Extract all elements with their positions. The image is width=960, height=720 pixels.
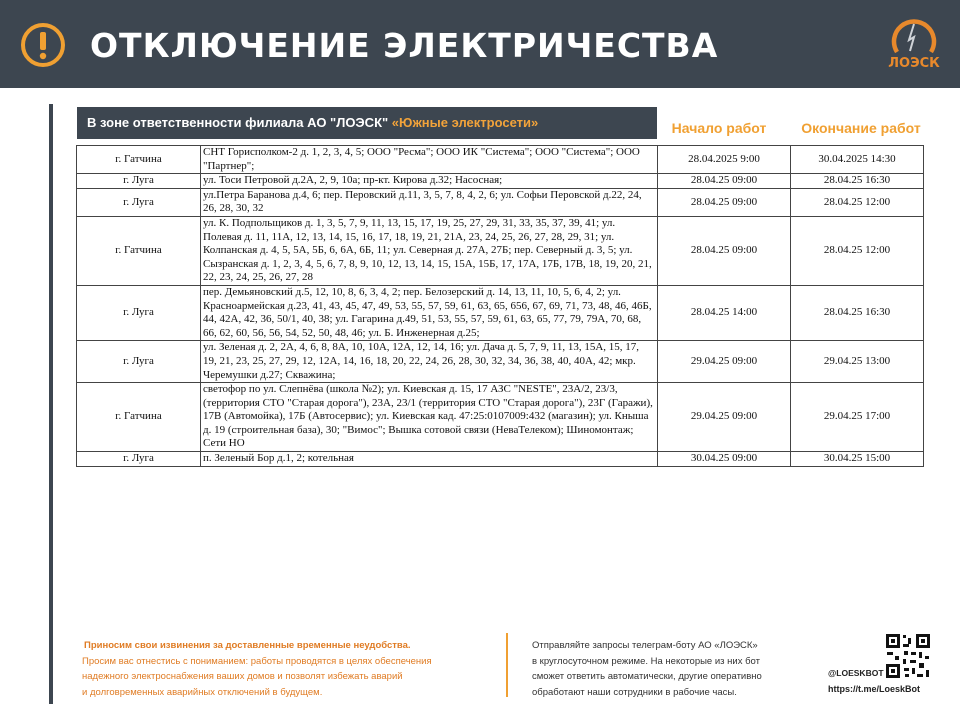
- left-accent-bar: [49, 104, 53, 704]
- header-banner: [0, 0, 960, 88]
- outage-end-cell: 28.04.25 12:00: [791, 188, 924, 216]
- outage-end-cell: 29.04.25 13:00: [791, 341, 924, 383]
- outage-address-cell: ул. К. Подпольщиков д. 1, 3, 5, 7, 9, 11, 13, 15, 17, 19, 25, 27, 29, 31, 33, 35, 37, 39, 41; ул. Полевая д. 11, 11А, 12, 13, 14, 15, 16, 17, 18, 19, 21, 21А, 23, 24, 25, 26, 27, 28, 29, 31; ул. Колпанская д. 4, 5, 5А, 5Б, 6, 6А, 6Б, 11; ул. Северная д. 27А, 27Б; пер. Северный д. 3, 5; ул. Сызранская д. 1, 2, 3, 4, 5, 6, 7, 8, 9, 10, 12, 13, 14, 15, 15А, 15Б, 17, 17А, 17Б, 17В, 18, 19, 20, 21, 22, 23, 24, 25, 26, 27, 28: [201, 216, 658, 285]
- outage-city-cell: г. Луга: [77, 285, 201, 340]
- outage-row: [77, 146, 924, 174]
- outage-end-cell: 28.04.25 16:30: [791, 174, 924, 189]
- outage-end-cell: 29.04.25 17:00: [791, 383, 924, 452]
- outage-city-cell: г. Луга: [77, 452, 201, 467]
- outage-table: [76, 145, 924, 467]
- outage-row: [77, 285, 924, 340]
- outage-address-cell: ул. Зеленая д. 2, 2А, 4, 6, 8, 8А, 10, 10А, 12А, 12, 14, 16; ул. Дача д. 5, 7, 9, 11, 13, 15А, 15, 17, 19, 21, 23, 25, 27, 29, 12, 12А, 14, 16, 18, 20, 22, 24, 26, 28, 30, 32, 34, 36, 38, 40, 40А, 42; мкр. Черемушки д.27; Скважина;: [201, 341, 658, 383]
- outage-address-cell: светофор по ул. Слепнёва (школа №2); ул. Киевская д. 15, 17 АЗС "NESTE", 23А/2, 23/3, (территория СТО "Старая дорога"), 23А, 23/1 (территория СТО "Старая дорога"), 23Г (Гаражи), 17В (Автомойка), 17Б (Автосервис); ул. Киевская кад. 47:25:0107009:432 (магазин); ул. Кныша д. 19 (строительная база), 30; "Вимос"; Вышка сотовой связи (НеваТелеком); Шиномонтаж; Сети НО: [201, 383, 658, 452]
- qr-code-icon[interactable]: [884, 632, 932, 680]
- outage-row: [77, 174, 924, 189]
- outage-address-cell: пер. Демьяновский д.5, 12, 10, 8, 6, 3, 4, 2; пер. Белозерский д. 14, 13, 11, 10, 5, 6, 4, 2; ул. Красноармейская д.23, 41, 43, 45, 47, 49, 53, 55, 57, 59, 61, 63, 65, 656, 67, 69, 71, 73, 48, 46, 46Б, 44, 42А, 42, 36, 50/1, 40, 38; ул. Гагарина д.49, 51, 53, 55, 57, 59, 61, 63, 65, 77, 79, 79А, 70, 68, 66, 62, 60, 56, 56, 54, 52, 50, 48, 46; ул. Б. Инженерная д.25;: [201, 285, 658, 340]
- outage-city-cell: г. Гатчина: [77, 146, 201, 174]
- outage-start-cell: 28.04.25 09:00: [658, 216, 791, 285]
- zone-label: В зоне ответственности филиала АО "ЛОЭСК": [87, 115, 389, 130]
- outage-end-cell: 30.04.25 15:00: [791, 452, 924, 467]
- outage-start-cell: 29.04.25 09:00: [658, 341, 791, 383]
- outage-start-cell: 28.04.2025 9:00: [658, 146, 791, 174]
- outage-start-cell: 30.04.25 09:00: [658, 452, 791, 467]
- outage-row: [77, 341, 924, 383]
- outage-start-cell: 29.04.25 09:00: [658, 383, 791, 452]
- outage-city-cell: г. Гатчина: [77, 383, 201, 452]
- column-header-start: Начало работ: [671, 120, 767, 136]
- exclamation-circle-icon: [20, 22, 66, 68]
- outage-row: [77, 452, 924, 467]
- outage-city-cell: г. Луга: [77, 174, 201, 189]
- outage-table-body: [77, 146, 924, 467]
- outage-city-cell: г. Луга: [77, 341, 201, 383]
- bot-note-line: сможет ответить автоматически, другие оперативно: [532, 671, 762, 682]
- outage-row: [77, 383, 924, 452]
- outage-start-cell: 28.04.25 14:00: [658, 285, 791, 340]
- company-logo: [884, 14, 944, 78]
- outage-address-cell: п. Зеленый Бор д.1, 2; котельная: [201, 452, 658, 467]
- apology-line: и долговременных аварийных отключений в будущем.: [82, 686, 323, 698]
- outage-city-cell: г. Луга: [77, 188, 201, 216]
- outage-start-cell: 28.04.25 09:00: [658, 188, 791, 216]
- outage-end-cell: 30.04.2025 14:30: [791, 146, 924, 174]
- page-title: ОТКЛЮЧЕНИЕ ЭЛЕКТРИЧЕСТВА: [90, 26, 719, 65]
- bot-note: [532, 638, 812, 700]
- outage-row: [77, 188, 924, 216]
- apology-line: Просим вас отнестись с пониманием: работы проводятся в целях обеспечения: [82, 655, 432, 667]
- outage-start-cell: 28.04.25 09:00: [658, 174, 791, 189]
- outage-address-cell: СНТ Горисполком-2 д. 1, 2, 3, 4, 5; ООО "Ресма"; ООО ИК "Система"; ООО "Система"; ООО "Партнер";: [201, 146, 658, 174]
- zone-banner: [77, 107, 657, 139]
- bot-link[interactable]: https://t.me/LoeskBot: [828, 684, 921, 694]
- apology-note: [82, 638, 492, 700]
- footer-divider: [506, 633, 508, 697]
- apology-lead: Приносим свои извинения за доставленные временные неудобства.: [84, 640, 411, 651]
- lightning-arc-icon: [891, 14, 937, 54]
- outage-end-cell: 28.04.25 16:30: [791, 285, 924, 340]
- bot-note-line: Отправляйте запросы телеграм-боту АО «ЛОЭСК»: [532, 640, 758, 651]
- apology-line: надежного электроснабжения ваших домов и позволят избежать аварий: [82, 671, 403, 682]
- outage-address-cell: ул.Петра Баранова д.4, 6; пер. Перовский д.11, 3, 5, 7, 8, 4, 2, 6; ул. Софьи Перовской д.22, 24, 26, 28, 30, 32: [201, 188, 658, 216]
- outage-end-cell: 28.04.25 12:00: [791, 216, 924, 285]
- logo-text: ЛОЭСК: [888, 56, 940, 71]
- outage-address-cell: ул. Тоси Петровой д.2А, 2, 9, 10а; пр-кт. Кирова д.32; Насосная;: [201, 174, 658, 189]
- bot-note-line: в круглосуточном режиме. На некоторые из них бот: [532, 655, 760, 667]
- zone-branch: «Южные электросети»: [391, 115, 539, 130]
- outage-row: [77, 216, 924, 285]
- outage-city-cell: г. Гатчина: [77, 216, 201, 285]
- column-header-end: Окончание работ: [801, 120, 921, 136]
- bot-handle: @LOESKBOT: [828, 668, 884, 678]
- bot-note-line: обработают наши сотрудники в рабочие часы.: [532, 686, 737, 698]
